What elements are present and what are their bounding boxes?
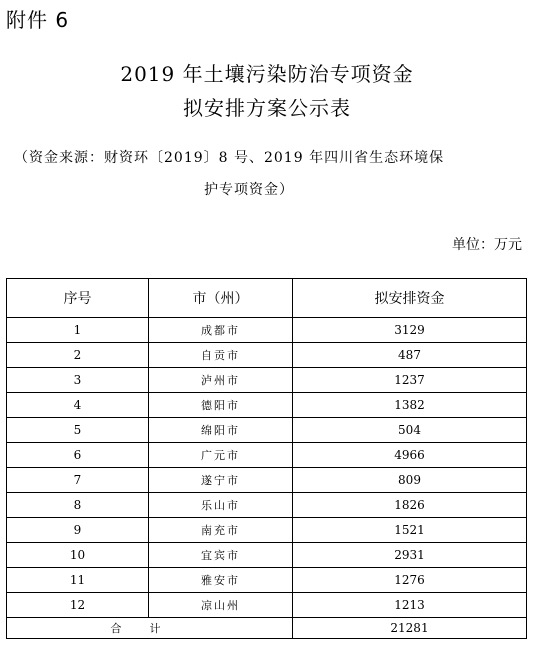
- table-total-row: [7, 618, 527, 639]
- table-row: [7, 393, 527, 418]
- cell-amount: 4966: [293, 443, 527, 468]
- table-row: [7, 593, 527, 618]
- cell-serial: 1: [7, 318, 149, 343]
- table-row: [7, 518, 527, 543]
- allocation-table: [6, 278, 527, 639]
- cell-amount: 1521: [293, 518, 527, 543]
- cell-city: 南充市: [149, 518, 293, 543]
- cell-amount: 2931: [293, 543, 527, 568]
- cell-city: 遂宁市: [149, 468, 293, 493]
- table-row: [7, 418, 527, 443]
- table-row: [7, 343, 527, 368]
- total-amount: 21281: [293, 618, 527, 639]
- title-line-1: 2019 年土壤污染防治专项资金: [120, 62, 414, 86]
- cell-amount: 1213: [293, 593, 527, 618]
- unit-label: 单位：万元: [452, 237, 522, 253]
- cell-city: 泸州市: [149, 368, 293, 393]
- cell-city: 自贡市: [149, 343, 293, 368]
- table-row: [7, 368, 527, 393]
- cell-city: 雅安市: [149, 568, 293, 593]
- cell-serial: 9: [7, 518, 149, 543]
- cell-amount: 809: [293, 468, 527, 493]
- header-serial: 序号: [7, 279, 149, 318]
- cell-serial: 11: [7, 568, 149, 593]
- cell-serial: 10: [7, 543, 149, 568]
- cell-serial: 2: [7, 343, 149, 368]
- cell-amount: 487: [293, 343, 527, 368]
- title-line-2: 拟安排方案公示表: [183, 96, 351, 120]
- cell-city: 广元市: [149, 443, 293, 468]
- cell-serial: 6: [7, 443, 149, 468]
- header-amount: 拟安排资金: [293, 279, 527, 318]
- table-row: [7, 568, 527, 593]
- cell-amount: 1382: [293, 393, 527, 418]
- funding-source-line-1: （资金来源：财资环〔2019〕8 号、2019 年四川省生态环境保: [14, 150, 445, 166]
- total-label: 合计: [7, 618, 293, 639]
- cell-city: 绵阳市: [149, 418, 293, 443]
- cell-amount: 3129: [293, 318, 527, 343]
- table-row: [7, 493, 527, 518]
- table-header-row: [7, 279, 527, 318]
- cell-city: 宜宾市: [149, 543, 293, 568]
- cell-serial: 4: [7, 393, 149, 418]
- cell-serial: 7: [7, 468, 149, 493]
- cell-city: 成都市: [149, 318, 293, 343]
- cell-serial: 3: [7, 368, 149, 393]
- cell-amount: 1276: [293, 568, 527, 593]
- cell-amount: 1826: [293, 493, 527, 518]
- funding-source-line-2: 护专项资金）: [204, 182, 294, 198]
- table-body: [7, 318, 527, 618]
- attachment-label: 附件 6: [6, 8, 70, 32]
- cell-serial: 8: [7, 493, 149, 518]
- cell-amount: 1237: [293, 368, 527, 393]
- table-row: [7, 443, 527, 468]
- table-row: [7, 318, 527, 343]
- funding-source: [14, 142, 524, 206]
- cell-city: 乐山市: [149, 493, 293, 518]
- cell-amount: 504: [293, 418, 527, 443]
- header-city: 市（州）: [149, 279, 293, 318]
- table-row: [7, 468, 527, 493]
- table-row: [7, 543, 527, 568]
- cell-city: 凉山州: [149, 593, 293, 618]
- cell-serial: 5: [7, 418, 149, 443]
- cell-serial: 12: [7, 593, 149, 618]
- cell-city: 德阳市: [149, 393, 293, 418]
